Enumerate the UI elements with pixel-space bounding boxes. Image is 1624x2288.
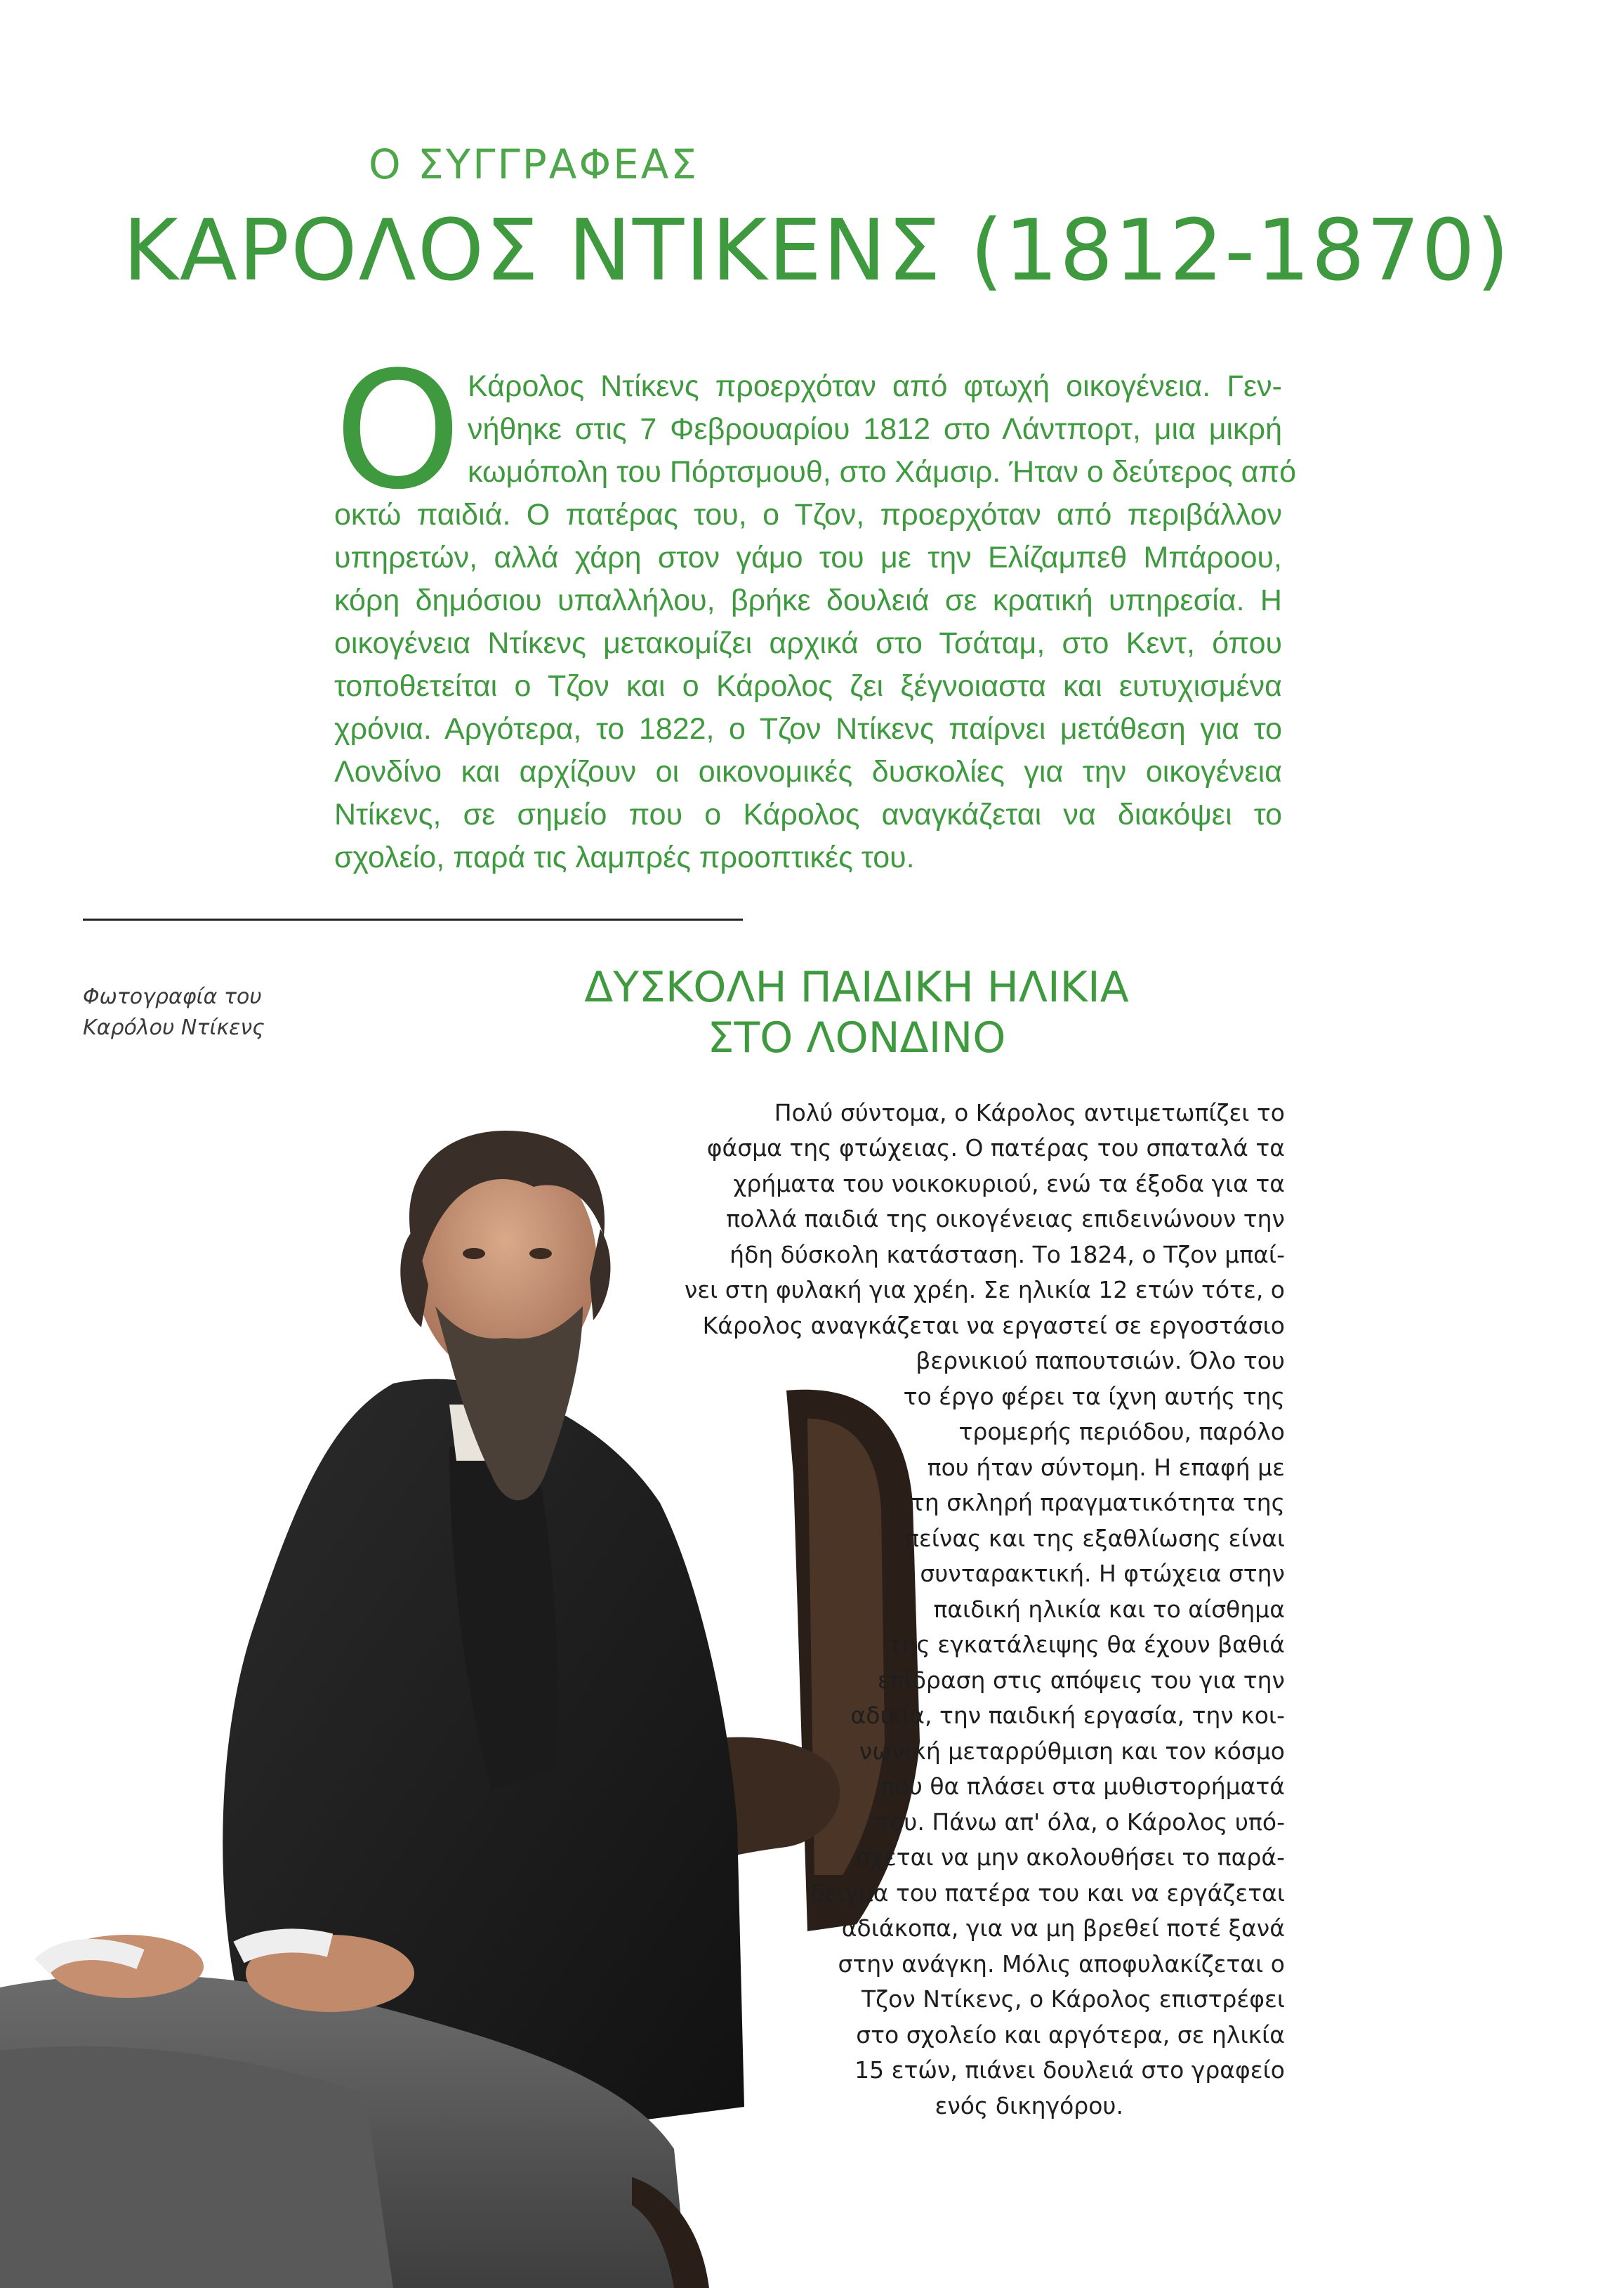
body-line: τρομερής περιόδου, παρόλο — [958, 1418, 1285, 1445]
body-line: βερνικιού παπουτσιών. Όλο του — [916, 1347, 1285, 1374]
caption-line: Καρόλου Ντίκενς — [83, 1015, 265, 1040]
body-line: νωνική μεταρρύθμιση και τον κόσμο — [859, 1737, 1285, 1765]
body-line: παιδική ηλικία και το αίσθημα — [933, 1596, 1285, 1623]
intro-line: Κάρολος Ντίκενς προερχόταν από φτωχή οικογένεια. Γεν- — [468, 369, 1282, 403]
divider — [83, 919, 743, 921]
body-line: ενός δικηγόρου. — [935, 2092, 1123, 2119]
body-line: Κάρολος αναγκάζεται να εργαστεί σε εργοστάσιο — [702, 1312, 1285, 1339]
intro-line: νήθηκε στις 7 Φεβρουαρίου 1812 στο Λάντπορτ, μια μικρή — [468, 412, 1282, 446]
intro-line: τοποθετείται ο Τζον και ο Κάρολος ζει ξέγνοιαστα και ευτυχισμένα — [334, 669, 1282, 703]
body-line: Πολύ σύντομα, ο Κάρολος αντιμετωπίζει το — [774, 1099, 1285, 1126]
body-line: αδικία, την παιδική εργασία, την κοι- — [850, 1702, 1285, 1729]
body-line: αδιάκοπα, για να μη βρεθεί ποτέ ξανά — [841, 1914, 1285, 1942]
body-line: το έργο φέρει τα ίχνη αυτής της — [903, 1383, 1285, 1410]
intro-line: Ντίκενς, σε σημείο που ο Κάρολος αναγκάζεται να διακόψει το — [334, 798, 1282, 831]
body-line: 15 ετών, πιάνει δουλειά στο γραφείο — [854, 2056, 1285, 2084]
body-line: επίδραση στις απόψεις του για την — [877, 1666, 1285, 1694]
body-line: σχεται να μην ακολουθήσει το παρά- — [855, 1843, 1285, 1871]
section-title-line: ΔΥΣΚΟΛΗ ΠΑΙΔΙΚΗ ΗΛΙΚΙΑ — [584, 963, 1129, 1012]
body-line: στο σχολείο και αργότερα, σε ηλικία — [856, 2021, 1285, 2049]
intro-line: χρόνια. Αργότερα, το 1822, ο Τζον Ντίκενς παίρνει μετάθεση για το — [334, 712, 1282, 746]
body-line: που ήταν σύντομη. Η επαφή με — [927, 1454, 1285, 1481]
intro-line: σχολείο, παρά τις λαμπρές προοπτικές του. — [334, 841, 915, 874]
body-line: νει στη φυλακή για χρέη. Σε ηλικία 12 ετών τότε, ο — [684, 1276, 1285, 1303]
body-line: Τζον Ντίκενς, ο Κάρολος επιστρέφει — [861, 1985, 1285, 2013]
intro-paragraph — [334, 365, 1297, 879]
drop-cap: Ο — [334, 338, 462, 525]
intro-line: Λονδίνο και αρχίζουν οι οικονομικές δυσκολίες για την οικογένεια — [334, 755, 1282, 789]
body-line: που θα πλάσει στα μυθιστορήματά — [880, 1773, 1285, 1800]
body-line: στην ανάγκη. Μόλις αποφυλακίζεται ο — [838, 1950, 1285, 1978]
body-line: του. Πάνω απ' όλα, ο Κάρολος υπό- — [876, 1808, 1285, 1836]
body-line: της εγκατάλειψης θα έχουν βαθιά — [887, 1631, 1285, 1658]
body-line: πείνας και της εξαθλίωσης είναι — [905, 1525, 1285, 1552]
caption-line: Φωτογραφία του — [83, 985, 262, 1009]
intro-line: οκτώ παιδιά. Ο πατέρας του, ο Τζον, προερχόταν από περιβάλλον — [334, 498, 1282, 532]
intro-line: κωμόπολη του Πόρτσμουθ, στο Χάμσιρ. Ήταν ο δεύτερος από — [468, 455, 1297, 489]
intro-line: κόρη δημόσιου υπαλλήλου, βρήκε δουλειά σε κρατική υπηρεσία. Η — [334, 584, 1282, 617]
body-line: ήδη δύσκολη κατάσταση. Το 1824, ο Τζον μπαί- — [730, 1241, 1285, 1268]
body-line: χρήματα του νοικοκυριού, ενώ τα έξοδα για τα — [733, 1170, 1285, 1197]
section-title-line: ΣΤΟ ΛΟΝΔΙΝΟ — [707, 1013, 1006, 1063]
body-line: τη σκληρή πραγματικότητα της — [911, 1489, 1285, 1516]
kicker: Ο ΣΥΓΓΡΑΦΕΑΣ — [369, 140, 699, 188]
intro-line: οικογένεια Ντίκενς μετακομίζει αρχικά στο Τσάταμ, στο Κεντ, όπου — [334, 626, 1282, 660]
section-title — [576, 962, 1137, 1063]
intro-line: υπηρετών, αλλά χάρη στον γάμο του με την Ελίζαμπεθ Μπάροου, — [334, 541, 1282, 574]
photo-caption — [83, 982, 322, 1044]
body-line: δειγμα του πατέρα του και να εργάζεται — [810, 1879, 1285, 1907]
body-line: συνταρακτική. Η φτώχεια στην — [920, 1560, 1285, 1587]
body-line: φάσμα της φτώχειας. Ο πατέρας του σπαταλά τα — [706, 1134, 1285, 1162]
body-line: πολλά παιδιά της οικογένειας επιδεινώνουν την — [726, 1205, 1285, 1232]
page-title: ΚΑΡΟΛΟΣ ΝΤΙΚΕΝΣ (1812-1870) — [123, 202, 1511, 300]
